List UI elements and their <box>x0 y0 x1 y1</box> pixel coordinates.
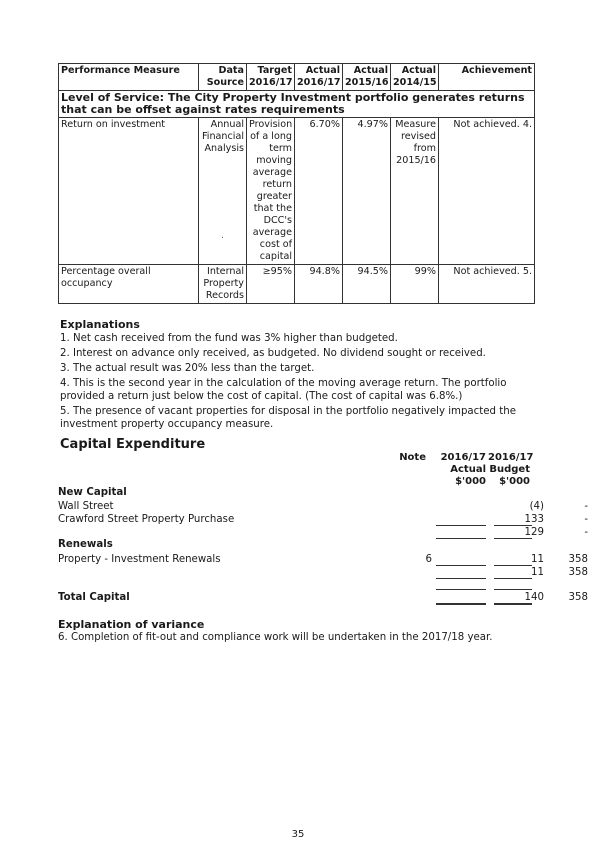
new-capital-heading: New Capital <box>58 487 127 498</box>
total-rule <box>436 589 486 590</box>
source-cell: Annual Financial Analysis · <box>199 118 247 265</box>
variance-item: 6. Completion of fit-out and compliance work will be undertaken in the 2017/18 year. <box>58 632 493 643</box>
subtotal-rule <box>494 578 532 579</box>
list-item: 2. Interest on advance only received, as budgeted. No dividend sought or received. <box>60 348 486 359</box>
list-item: 4. This is the second year in the calculation of the moving average return. The portfolio provided a return just below the cost of capital. (The cost of capital was 6.8%.) <box>60 378 507 402</box>
actual-1415-cell: 99% <box>391 265 439 304</box>
total-row: Total Capital 140 358 <box>58 592 588 603</box>
total-double-rule <box>436 603 486 606</box>
header-actual-1415: Actual 2014/15 <box>391 64 439 91</box>
actual-column-header: 2016/17 Actual $'000 <box>440 452 486 487</box>
measure-cell: Return on investment <box>59 118 199 265</box>
budget-column-header: 2016/17 Budget $'000 <box>488 452 534 487</box>
target-cell: Provision of a long term moving average return greater that the DCC's average cost of capital <box>247 118 295 265</box>
subtotal-row: 129 - <box>524 527 588 538</box>
subtotal-rule <box>436 578 486 579</box>
header-achievement: Achievement <box>439 64 535 91</box>
renewals-heading: Renewals <box>58 539 113 550</box>
achievement-cell: Not achieved. 5. <box>439 265 535 304</box>
header-performance-measure: Performance Measure <box>59 64 199 91</box>
actual-1617-cell: 94.8% <box>295 265 343 304</box>
source-cell: Internal Property Records <box>199 265 247 304</box>
list-item: 1. Net cash received from the fund was 3% higher than budgeted. <box>60 333 398 344</box>
performance-table <box>58 63 535 304</box>
capex-row: Property - Investment Renewals 6 11 358 <box>58 554 588 565</box>
actual-1617-cell: 6.70% <box>295 118 343 265</box>
header-target: Target 2016/17 <box>247 64 295 91</box>
actual-1415-cell: Measure revised from 2015/16 <box>391 118 439 265</box>
capex-row: Wall Street (4) - <box>58 501 588 512</box>
list-item: 5. The presence of vacant properties for disposal in the portfolio negatively impacted the investment property occupancy measure. <box>60 406 516 430</box>
subtotal-rule <box>494 538 532 539</box>
table-row <box>59 118 535 265</box>
capital-expenditure-title: Capital Expenditure <box>60 437 206 452</box>
note-column-header: Note <box>399 452 426 463</box>
table-header-row <box>59 64 535 91</box>
achievement-cell: Not achieved. 4. <box>439 118 535 265</box>
measure-cell: Percentage overall occupancy <box>59 265 199 304</box>
explanations-title: Explanations <box>60 318 140 331</box>
total-rule <box>494 589 532 590</box>
capex-row: Crawford Street Property Purchase 133 - <box>58 514 588 525</box>
actual-1516-cell: 4.97% <box>343 118 391 265</box>
total-double-rule <box>494 603 532 606</box>
subtotal-row: 11 358 <box>531 567 588 578</box>
target-cell: ≥95% <box>247 265 295 304</box>
list-item: 3. The actual result was 20% less than the target. <box>60 363 315 374</box>
header-actual-1617: Actual 2016/17 <box>295 64 343 91</box>
page-number: 35 <box>291 829 305 840</box>
level-of-service: Level of Service: The City Property Investment portfolio generates returns that can be offset against rates requirements <box>59 91 535 118</box>
table-row <box>59 265 535 304</box>
header-data-source: Data Source <box>199 64 247 91</box>
variance-title: Explanation of variance <box>58 618 205 631</box>
actual-1516-cell: 94.5% <box>343 265 391 304</box>
header-actual-1516: Actual 2015/16 <box>343 64 391 91</box>
subtotal-rule <box>436 538 486 539</box>
explanations-list <box>60 332 530 433</box>
